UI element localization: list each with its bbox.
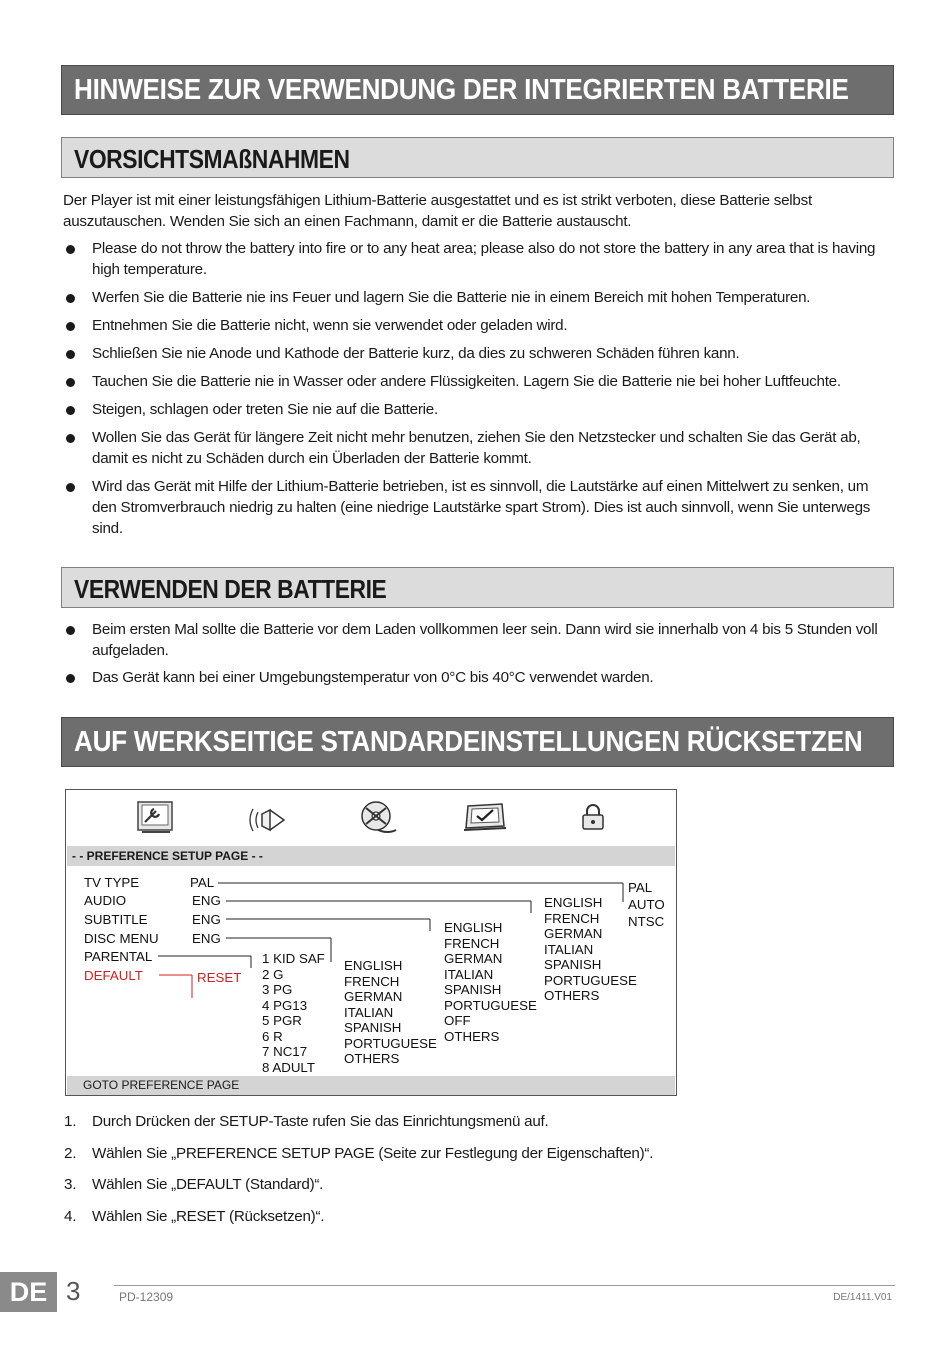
list-item[interactable]: NTSC (628, 914, 665, 929)
list-item[interactable]: OTHERS (544, 988, 600, 1003)
section-heading-banner (61, 567, 894, 608)
list-item: Schließen Sie nie Anode und Kathode der Batterie kurz, da dies zu schweren Schäden führen kann. (63, 343, 893, 364)
menu-item-parental[interactable]: PARENTAL (84, 949, 153, 964)
list-item: Steigen, schlagen oder treten Sie nie auf die Batterie. (63, 399, 893, 420)
bullet-icon (66, 406, 75, 415)
list-item[interactable]: 4 PG13 (262, 997, 308, 1013)
list-item[interactable]: SPANISH (344, 1020, 402, 1035)
value-subtitle: ENG (192, 912, 221, 927)
step-item: 4. Wählen Sie „RESET (Rücksetzen)“. (64, 1208, 325, 1225)
menu-item-subtitle[interactable]: SUBTITLE (84, 912, 148, 927)
list-item[interactable]: OFF (444, 1013, 471, 1028)
list-item[interactable]: 5 PGR (262, 1013, 302, 1028)
list-item[interactable]: ENGLISH (544, 895, 603, 910)
section-heading-precautions: VORSICHTSMAßNAHMEN (74, 144, 350, 174)
step-item: 2. Wählen Sie „PREFERENCE SETUP PAGE (Seite zur Festlegung der Eigenschaften)“. (64, 1145, 654, 1162)
footer-divider (114, 1285, 895, 1286)
value-audio: ENG (192, 893, 221, 908)
menu-item-audio[interactable]: AUDIO (84, 893, 127, 908)
list-item[interactable]: 8 ADULT (262, 1059, 315, 1075)
main-heading-banner (61, 65, 894, 115)
list-item[interactable]: ITALIAN (544, 941, 594, 957)
reset-heading-banner (61, 717, 894, 767)
bullet-icon (66, 294, 75, 303)
list-item[interactable]: ITALIAN (344, 1004, 394, 1020)
setup-menu-screenshot (65, 789, 677, 1096)
section-heading-banner (61, 137, 894, 178)
list-item[interactable]: ITALIAN (444, 966, 494, 982)
list-item[interactable]: PORTUGUESE (444, 997, 537, 1013)
list-item[interactable]: SPANISH (544, 957, 602, 972)
list-item[interactable]: FRENCH (544, 910, 600, 926)
bullet-icon (66, 350, 75, 359)
section-heading-using-battery: VERWENDEN DER BATTERIE (74, 574, 387, 604)
list-item[interactable]: ENGLISH (444, 920, 503, 935)
list-item[interactable]: 1 KID SAF (262, 951, 325, 966)
list-item: Das Gerät kann bei einer Umgebungstemperatur von 0°C bis 40°C verwendet warden. (63, 667, 893, 688)
value-disc-menu: ENG (192, 931, 221, 946)
list-item[interactable]: PAL (628, 880, 653, 895)
reset-heading: AUF WERKSEITIGE STANDARDEINSTELLUNGEN RÜCKSETZEN (74, 726, 863, 758)
list-item[interactable]: FRENCH (344, 973, 400, 989)
bullet-icon (66, 626, 75, 635)
list-item[interactable]: 7 NC17 (262, 1044, 308, 1059)
list-item: Wollen Sie das Gerät für längere Zeit nicht mehr benutzen, ziehen Sie den Netzstecker und schalten Sie das Gerät ab, damit es nicht zu Schäden durch ein Überladen der Batterie kommt. (63, 427, 893, 469)
list-item[interactable]: PORTUGUESE (344, 1035, 437, 1051)
list-item: Wird das Gerät mit Hilfe der Lithium-Batterie betrieben, ist es sinnvoll, die Lautstärke auf einen Mittelwert zu senken, um den Stromverbrauch niedrig zu halten (eine niedrige Lautstärke spart Strom). Dies ist auch sinnvoll, wenn Sie unterwegs sind. (63, 476, 893, 539)
list-item: Werfen Sie die Batterie nie ins Feuer und lagern Sie die Batterie nie in einem Bereich mit hohen Temperaturen. (63, 287, 893, 308)
bullet-icon (66, 245, 75, 254)
document-code: DE/1411.V01 (833, 1292, 892, 1303)
page-number: 3 (66, 1276, 81, 1306)
parental-options-list (262, 951, 325, 1075)
bullet-icon (66, 378, 75, 387)
menu-item-default[interactable]: DEFAULT (84, 968, 143, 983)
list-item[interactable]: FRENCH (444, 935, 500, 951)
list-item[interactable]: 2 G (262, 966, 284, 982)
bullet-icon (66, 674, 75, 683)
step-item: 3. Wählen Sie „DEFAULT (Standard)“. (64, 1176, 324, 1193)
subtitle-languages-list (444, 920, 537, 1044)
list-item: Beim ersten Mal sollte die Batterie vor dem Laden vollkommen leer sein. Dann wird sie innerhalb von 4 bis 5 Stunden voll aufgeladen. (63, 619, 893, 661)
model-number: PD-12309 (119, 1290, 174, 1304)
reset-option[interactable]: RESET (197, 970, 242, 985)
bullet-icon (66, 434, 75, 443)
list-item: Please do not throw the battery into fire or to any heat area; please also do not store the battery in any area that is having high temperature. (63, 238, 893, 280)
main-heading: HINWEISE ZUR VERWENDUNG DER INTEGRIERTEN BATTERIE (74, 74, 849, 106)
audio-languages-list (544, 895, 637, 1004)
menu-item-disc-menu[interactable]: DISC MENU (84, 931, 159, 946)
list-item[interactable]: OTHERS (344, 1051, 400, 1066)
bullet-icon (66, 483, 75, 492)
list-item[interactable]: GERMAN (344, 989, 403, 1004)
step-item: 1. Durch Drücken der SETUP-Taste rufen Sie das Einrichtungsmenü auf. (64, 1113, 549, 1130)
list-item[interactable]: 3 PG (262, 982, 293, 997)
disc-menu-languages-list (344, 958, 437, 1067)
tv-type-options-list (628, 879, 665, 930)
list-item[interactable]: AUTO (628, 897, 665, 912)
menu-footer-bar (67, 1076, 675, 1095)
list-item[interactable]: GERMAN (444, 951, 503, 966)
list-item[interactable]: ENGLISH (344, 958, 403, 973)
menu-footer: GOTO PREFERENCE PAGE (83, 1078, 240, 1092)
bullet-icon (66, 322, 75, 331)
menu-item-tv-type[interactable]: TV TYPE (84, 875, 140, 890)
list-item[interactable]: GERMAN (544, 926, 603, 941)
list-item[interactable]: OTHERS (444, 1028, 500, 1044)
list-item: Tauchen Sie die Batterie nie in Wasser oder andere Flüssigkeiten. Lagern Sie die Batterie nie bei hoher Luftfeuchte. (63, 371, 893, 392)
list-item: Entnehmen Sie die Batterie nicht, wenn sie verwendet oder geladen wird. (63, 315, 893, 336)
language-badge: DE (0, 1272, 57, 1312)
list-item[interactable]: 6 R (262, 1028, 283, 1044)
list-item[interactable]: SPANISH (444, 982, 502, 997)
menu-header: - - PREFERENCE SETUP PAGE - - (72, 849, 263, 863)
value-tv-type: PAL (190, 875, 215, 890)
intro-paragraph: Der Player ist mit einer leistungsfähigen Lithium-Batterie ausgestattet und es ist strikt verboten, diese Batterie selbst auszutauschen. Wenden Sie sich an einen Fachmann, damit er die Batterie austauscht. (63, 192, 812, 230)
list-item[interactable]: PORTUGUESE (544, 972, 637, 988)
